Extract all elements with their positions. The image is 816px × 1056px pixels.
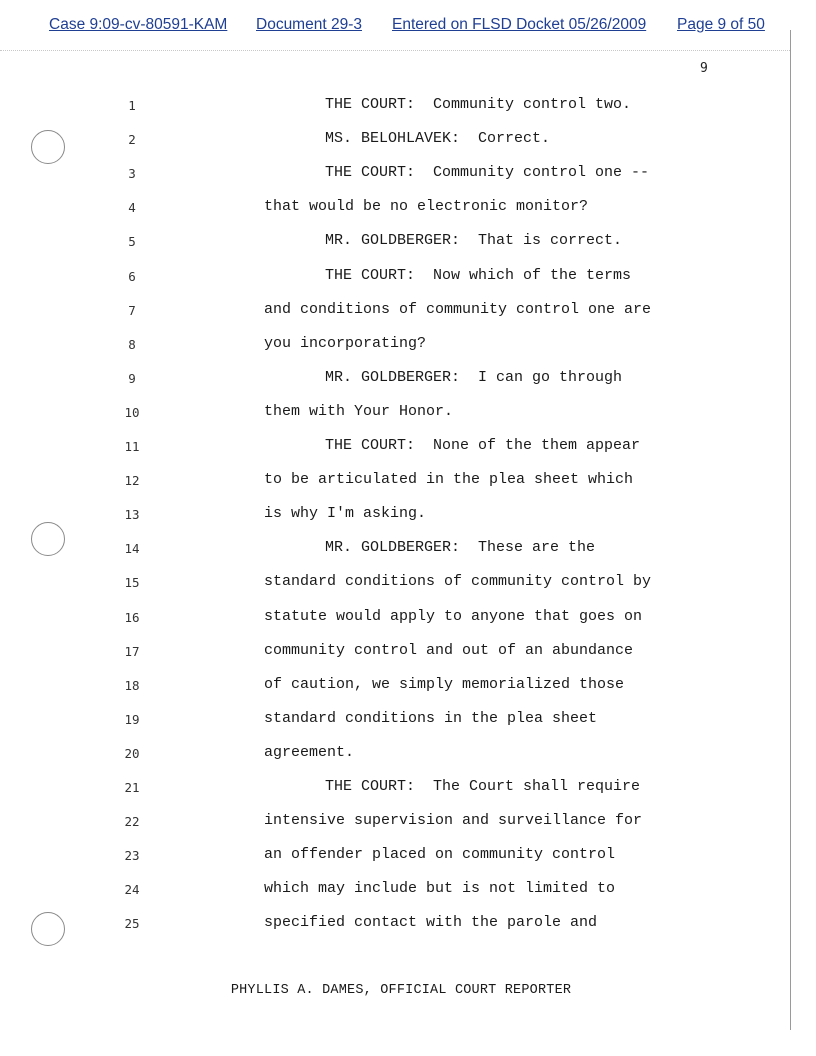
line-number: 13 xyxy=(124,507,140,522)
transcript-line: THE COURT: Community control one -- xyxy=(325,164,650,181)
line-number: 23 xyxy=(124,848,140,863)
line-number: 12 xyxy=(124,473,140,488)
punch-hole-icon xyxy=(31,912,65,946)
line-number: 7 xyxy=(128,303,136,318)
header-divider xyxy=(0,50,790,51)
document-number-link[interactable]: Document 29-3 xyxy=(256,16,362,33)
case-number-link[interactable]: Case 9:09-cv-80591-KAM xyxy=(49,16,228,33)
line-number: 8 xyxy=(128,337,136,352)
line-number: 21 xyxy=(124,780,140,795)
transcript-line: THE COURT: The Court shall require xyxy=(325,778,641,795)
transcript-line: community control and out of an abundance xyxy=(264,642,634,659)
line-number: 3 xyxy=(128,166,136,181)
docket-entry-link[interactable]: Entered on FLSD Docket 05/26/2009 xyxy=(392,16,647,33)
transcript-line: statute would apply to anyone that goes on xyxy=(264,608,643,625)
line-number: 19 xyxy=(124,712,140,727)
transcript-line: that would be no electronic monitor? xyxy=(264,198,589,215)
transcript-line: is why I'm asking. xyxy=(264,505,427,522)
transcript-line: them with Your Honor. xyxy=(264,403,454,420)
transcript-line: MR. GOLDBERGER: That is correct. xyxy=(325,232,623,249)
transcript-line: standard conditions of community control by xyxy=(264,573,652,590)
transcript-line: you incorporating? xyxy=(264,335,427,352)
transcript-line: standard conditions in the plea sheet xyxy=(264,710,598,727)
line-number: 4 xyxy=(128,200,136,215)
transcript-line: and conditions of community control one are xyxy=(264,301,652,318)
line-number: 1 xyxy=(128,98,136,113)
line-number: 10 xyxy=(124,405,140,420)
transcript-line: MS. BELOHLAVEK: Correct. xyxy=(325,130,551,147)
line-number: 2 xyxy=(128,132,136,147)
ecf-header xyxy=(0,16,816,40)
line-number: 18 xyxy=(124,678,140,693)
transcript-line: THE COURT: Now which of the terms xyxy=(325,267,632,284)
line-number: 15 xyxy=(124,575,140,590)
transcript-page-number: 9 xyxy=(700,61,708,76)
page-count-link[interactable]: Page 9 of 50 xyxy=(677,16,765,33)
transcript-line: agreement. xyxy=(264,744,355,761)
transcript-line: which may include but is not limited to xyxy=(264,880,616,897)
right-margin-rule xyxy=(790,30,791,1030)
court-reporter-footer xyxy=(0,983,816,998)
transcript-line: MR. GOLDBERGER: I can go through xyxy=(325,369,623,386)
transcript-line: of caution, we simply memorialized those xyxy=(264,676,625,693)
transcript-line: THE COURT: Community control two. xyxy=(325,96,632,113)
punch-hole-icon xyxy=(31,522,65,556)
line-number: 17 xyxy=(124,644,140,659)
transcript-line: to be articulated in the plea sheet which xyxy=(264,471,634,488)
line-number: 22 xyxy=(124,814,140,829)
transcript-line: an offender placed on community control xyxy=(264,846,616,863)
punch-hole-icon xyxy=(31,130,65,164)
line-number: 16 xyxy=(124,610,140,625)
line-number: 24 xyxy=(124,882,140,897)
transcript-line: THE COURT: None of the them appear xyxy=(325,437,641,454)
transcript-line: intensive supervision and surveillance for xyxy=(264,812,643,829)
line-number: 20 xyxy=(124,746,140,761)
line-number: 6 xyxy=(128,269,136,284)
line-number: 14 xyxy=(124,541,140,556)
line-number: 5 xyxy=(128,234,136,249)
line-number: 11 xyxy=(124,439,140,454)
footer-text: PHYLLIS A. DAMES, OFFICIAL COURT REPORTER xyxy=(230,983,572,998)
transcript-line: MR. GOLDBERGER: These are the xyxy=(325,539,596,556)
line-number: 9 xyxy=(128,371,136,386)
line-number: 25 xyxy=(124,916,140,931)
transcript-line: specified contact with the parole and xyxy=(264,914,598,931)
